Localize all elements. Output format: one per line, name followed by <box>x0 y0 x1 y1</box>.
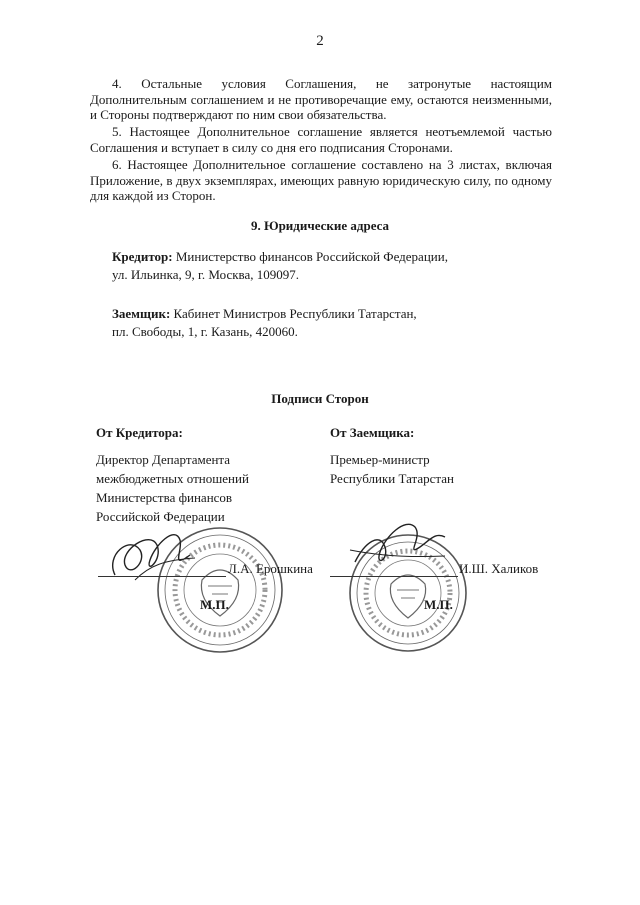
creditor-stamp-mark: М.П. <box>200 597 229 612</box>
borrower-signature <box>345 512 455 582</box>
borrower-address: пл. Свободы, 1, г. Казань, 420060. <box>112 324 298 339</box>
creditor-signature-line <box>98 576 226 577</box>
creditor-position-line: Директор Департамента <box>96 452 231 467</box>
borrower-label: Заемщик: <box>112 306 171 321</box>
borrower-name: Кабинет Министров Республики Татарстан, <box>170 306 417 321</box>
borrower-heading: От Заемщика: <box>330 425 415 440</box>
borrower-position <box>330 450 530 488</box>
creditor-address-block <box>112 248 512 284</box>
creditor-position <box>96 450 296 526</box>
creditor-signer: Л.А. Ерошкина <box>228 561 313 576</box>
paragraph-4: 4. Остальные условия Соглашения, не затронутые настоящим Дополнительным соглашением и не противоречащие ему, остаются неизменными, и Стороны подтверждают по ним свои обязательства. <box>90 76 552 122</box>
paragraph-5: 5. Настоящее Дополнительное соглашение является неотъемлемой частью Соглашения и вступает в силу со дня его подписания Сторонами. <box>90 124 552 155</box>
creditor-name: Министерство финансов Российской Федерации, <box>172 249 448 264</box>
creditor-label: Кредитор: <box>112 249 173 264</box>
paragraph-6: 6. Настоящее Дополнительное соглашение составлено на 3 листах, включая Приложение, в двух экземплярах, имеющих равную юридическую силу, по одному для каждой из Сторон. <box>90 157 552 203</box>
signatures-title: Подписи Сторон <box>271 391 369 406</box>
creditor-signature <box>95 520 205 590</box>
creditor-position-line: Российской Федерации <box>96 509 225 524</box>
borrower-stamp-mark: М.П. <box>424 597 453 612</box>
section-title: 9. Юридические адреса <box>250 218 390 233</box>
creditor-heading: От Кредитора: <box>96 425 183 440</box>
borrower-signer: И.Ш. Халиков <box>459 561 539 576</box>
borrower-position-line: Республики Татарстан <box>330 471 454 486</box>
creditor-address: ул. Ильинка, 9, г. Москва, 109097. <box>112 267 300 282</box>
borrower-signature-line <box>330 576 458 577</box>
borrower-address-block <box>112 305 512 341</box>
creditor-position-line: межбюджетных отношений <box>96 471 249 486</box>
page-number: 2 <box>316 33 324 49</box>
creditor-position-line: Министерства финансов <box>96 490 233 505</box>
borrower-position-line: Премьер-министр <box>330 452 430 467</box>
